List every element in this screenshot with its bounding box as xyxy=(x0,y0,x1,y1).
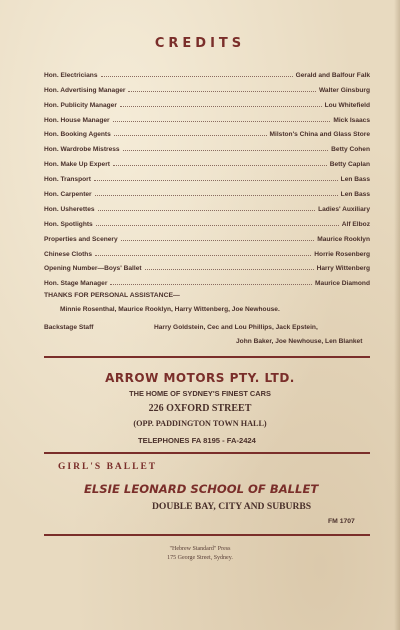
credit-name: Walter Ginsburg xyxy=(318,86,370,94)
leader-dots xyxy=(121,240,315,241)
divider-rule xyxy=(44,534,370,536)
credit-name: Len Bass xyxy=(340,176,370,184)
page-edge-shadow xyxy=(394,0,400,630)
leader-dots xyxy=(95,195,338,196)
ad-address: 226 OXFORD STREET xyxy=(148,403,252,414)
credit-name: Len Bass xyxy=(340,191,370,199)
credit-name: Maurice Rooklyn xyxy=(317,235,370,243)
leader-dots xyxy=(110,284,312,285)
leader-dots xyxy=(101,76,293,77)
credit-name: Lou Whitefield xyxy=(324,101,370,109)
ad-company-name: ARROW MOTORS PTY. LTD. xyxy=(105,371,295,385)
ballet-phone: FM 1707 xyxy=(328,518,355,525)
credit-name: Alf Elboz xyxy=(341,220,370,228)
credits-list xyxy=(44,64,370,287)
divider-rule xyxy=(44,452,370,454)
credit-row xyxy=(44,272,370,287)
credit-row xyxy=(44,258,370,273)
leader-dots xyxy=(123,150,329,151)
leader-dots xyxy=(96,225,339,226)
credit-name: Ladies' Auxiliary xyxy=(318,205,370,213)
credits-heading: CREDITS xyxy=(154,36,246,51)
credit-row xyxy=(44,138,370,153)
credit-role: Hon. Carpenter xyxy=(44,191,92,199)
leader-dots xyxy=(128,91,315,92)
credit-role: Hon. Transport xyxy=(44,176,91,184)
credit-role: Chinese Cloths xyxy=(44,250,92,258)
leader-dots xyxy=(145,269,314,270)
credit-role: Properties and Scenery xyxy=(44,235,118,243)
ad-tagline: THE HOME OF SYDNEY'S FINEST CARS xyxy=(129,389,271,398)
credit-row xyxy=(44,94,370,109)
credit-role: Hon. Publicity Manager xyxy=(44,101,117,109)
credit-name: Gerald and Balfour Falk xyxy=(295,71,370,79)
thanks-names: Minnie Rosenthal, Maurice Rooklyn, Harry Wittenberg, Joe Newhouse. xyxy=(60,306,280,313)
credit-row xyxy=(44,198,370,213)
credit-name: Milston's China and Glass Store xyxy=(269,131,370,139)
credit-role: Hon. Usherettes xyxy=(44,205,95,213)
leader-dots xyxy=(95,255,311,256)
credit-role: Hon. Booking Agents xyxy=(44,131,111,139)
thanks-heading: THANKS FOR PERSONAL ASSISTANCE— xyxy=(44,292,180,299)
credit-row xyxy=(44,228,370,243)
credit-name: Mick Isaacs xyxy=(333,116,370,124)
credit-row xyxy=(44,243,370,258)
divider-rule xyxy=(44,356,370,358)
credit-row xyxy=(44,79,370,94)
credit-role: Hon. Stage Manager xyxy=(44,280,108,288)
credit-name: Betty Cohen xyxy=(331,146,370,154)
credit-role: Hon. House Manager xyxy=(44,116,110,124)
backstage-names-line1: Harry Goldstein, Cec and Lou Phillips, Jack Epstein, xyxy=(154,324,318,331)
credit-row xyxy=(44,183,370,198)
credit-row xyxy=(44,213,370,228)
leader-dots xyxy=(94,180,338,181)
credit-role: Hon. Electricians xyxy=(44,71,98,79)
ballet-heading: GIRL'S BALLET xyxy=(58,462,158,472)
credit-name: Horrie Rosenberg xyxy=(314,250,370,258)
credit-row xyxy=(44,168,370,183)
printer-address: 175 George Street, Sydney. xyxy=(167,555,233,561)
credit-role: Hon. Advertising Manager xyxy=(44,86,126,94)
backstage-label: Backstage Staff xyxy=(44,324,94,331)
leader-dots xyxy=(113,121,331,122)
backstage-names-line2: John Baker, Joe Newhouse, Len Blanket xyxy=(236,338,363,345)
ad-landmark: (OPP. PADDINGTON TOWN HALL) xyxy=(133,419,267,428)
credit-name: Betty Caplan xyxy=(329,161,370,169)
credit-row xyxy=(44,64,370,79)
credit-role: Hon. Spotlights xyxy=(44,220,93,228)
credit-row xyxy=(44,124,370,139)
credit-role: Opening Number—Boys' Ballet xyxy=(44,265,142,273)
credit-role: Hon. Wardrobe Mistress xyxy=(44,146,120,154)
ad-telephones: TELEPHONES FA 8195 - FA-2424 xyxy=(138,436,256,445)
leader-dots xyxy=(113,165,327,166)
ballet-school-name: ELSIE LEONARD SCHOOL OF BALLET xyxy=(84,482,319,496)
leader-dots xyxy=(120,106,322,107)
printer-name: "Hebrew Standard" Press xyxy=(169,546,231,552)
credit-role: Hon. Make Up Expert xyxy=(44,161,110,169)
credit-name: Maurice Diamond xyxy=(315,280,370,288)
credit-row xyxy=(44,153,370,168)
leader-dots xyxy=(114,135,267,136)
credit-name: Harry Wittenberg xyxy=(316,265,370,273)
leader-dots xyxy=(98,210,316,211)
ballet-location: DOUBLE BAY, CITY AND SUBURBS xyxy=(152,501,312,512)
credit-row xyxy=(44,109,370,124)
